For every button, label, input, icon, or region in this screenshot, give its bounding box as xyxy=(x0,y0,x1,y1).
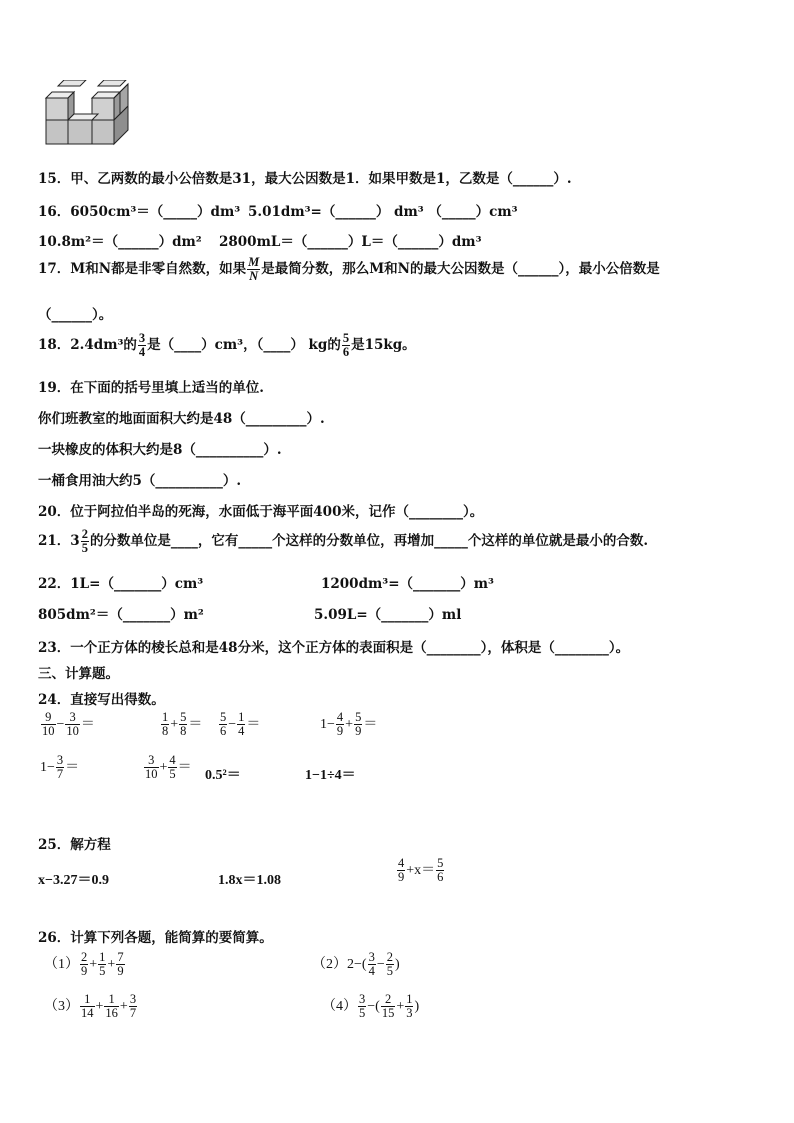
q17-text-2: 是最简分数，那么M和N的最大公因数是（______），最小公倍数是 xyxy=(261,261,660,278)
q26-item-3: （3） $\frac{1}{14}$ + $\frac{1}{16}$ + $\frac{3}{7}$ xyxy=(44,992,137,1021)
q17-fraction: $\frac{M}{N}$ xyxy=(248,255,260,284)
q24-expr-b3: 0.5²＝ xyxy=(205,768,241,783)
q21-fraction: $\frac{2}{5}$ xyxy=(81,527,88,556)
question-22b: 1200dm³=（_______）m³ xyxy=(321,576,494,592)
q24-expr-b2: $\frac{3}{10}$ + $\frac{4}{5}$ ＝ xyxy=(145,753,192,782)
question-16a: 16．6050cm³＝（_____）dm³ xyxy=(38,204,241,220)
q24-expr-b1: 1− $\frac{3}{7}$ ＝ xyxy=(40,753,80,782)
question-20: 20．位于阿拉伯半岛的死海，水面低于海平面400米，记作（________）。 xyxy=(38,504,484,520)
question-17-line2: （______）。 xyxy=(38,307,113,323)
q18-fraction-1: $\frac{3}{4}$ xyxy=(138,331,146,360)
question-16d: 2800mL＝（______）L＝（______）dm³ xyxy=(219,234,482,250)
question-22c: 805dm²＝（_______）m² xyxy=(38,607,204,623)
question-21: 21．3 $\frac{2}{5}$ 的分数单位是____，它有_____个这样的分数单位，再增加_____个这样的单位就是最小的合数. xyxy=(38,527,649,556)
q24-expr-a1: $\frac{9}{10}$ − $\frac{3}{10}$ ＝ xyxy=(42,710,95,739)
question-19-line2: 一块橡皮的体积大约是8（__________）. xyxy=(38,442,282,458)
question-22a: 22．1L=（_______）cm³ xyxy=(38,576,204,592)
question-19-line3: 一桶食用油大约5（__________）. xyxy=(38,473,242,489)
section-3-heading: 三、计算题。 xyxy=(38,666,119,682)
q26-item-1: （1） $\frac{2}{9}$ + $\frac{1}{5}$ + $\frac{7}{9}$ xyxy=(44,950,124,979)
q24-expr-a4: 1− $\frac{4}{9}$ + $\frac{5}{9}$ ＝ xyxy=(320,710,378,739)
q24-expr-a2: $\frac{1}{8}$ + $\frac{5}{8}$ ＝ xyxy=(162,710,203,739)
question-18: 18．2.4dm³的 $\frac{3}{4}$ 是（____）cm³，（____） kg的 $\frac{5}{6}$ 是15kg。 xyxy=(38,331,416,360)
question-19-line1: 你们班教室的地面面积大约是48（_________）. xyxy=(38,411,325,427)
q17-text-1: 17．M和N都是非零自然数，如果 xyxy=(38,261,247,278)
q25-equation-2: 1.8x＝1.08 xyxy=(218,873,281,888)
question-25-title: 25．解方程 xyxy=(38,837,111,853)
question-19-title: 19．在下面的括号里填上适当的单位. xyxy=(38,380,264,396)
question-16b: 5.01dm³=（______） dm³ （_____）cm³ xyxy=(248,204,518,220)
q24-expr-a3: $\frac{5}{6}$ − $\frac{1}{4}$ ＝ xyxy=(220,710,261,739)
question-23: 23．一个正方体的棱长总和是48分米，这个正方体的表面积是（________），体积是（________）。 xyxy=(38,640,630,656)
question-22d: 5.09L=（_______）ml xyxy=(314,607,462,623)
q26-item-4: （4） $\frac{3}{5}$ −( $\frac{2}{15}$ + $\frac{1}{3}$ ) xyxy=(322,992,420,1021)
q25-equation-1: x−3.27＝0.9 xyxy=(38,873,109,888)
q18-fraction-2: $\frac{5}{6}$ xyxy=(342,331,350,360)
q26-item-2: （2）2−( $\frac{3}{4}$ − $\frac{2}{5}$ ) xyxy=(312,950,400,979)
cube-stack-figure xyxy=(40,80,136,152)
question-17 xyxy=(38,256,660,283)
q24-expr-b4: 1−1÷4＝ xyxy=(305,768,356,783)
question-16c: 10.8m²＝（______）dm² xyxy=(38,234,202,250)
q25-equation-3: $\frac{4}{9}$ +x＝ $\frac{5}{6}$ xyxy=(398,856,444,885)
question-15: 15．甲、乙两数的最小公倍数是31，最大公因数是1．如果甲数是1，乙数是（______）. xyxy=(38,171,572,187)
question-24-title: 24．直接写出得数。 xyxy=(38,692,165,708)
question-26-title: 26．计算下列各题，能简算的要简算。 xyxy=(38,930,273,946)
